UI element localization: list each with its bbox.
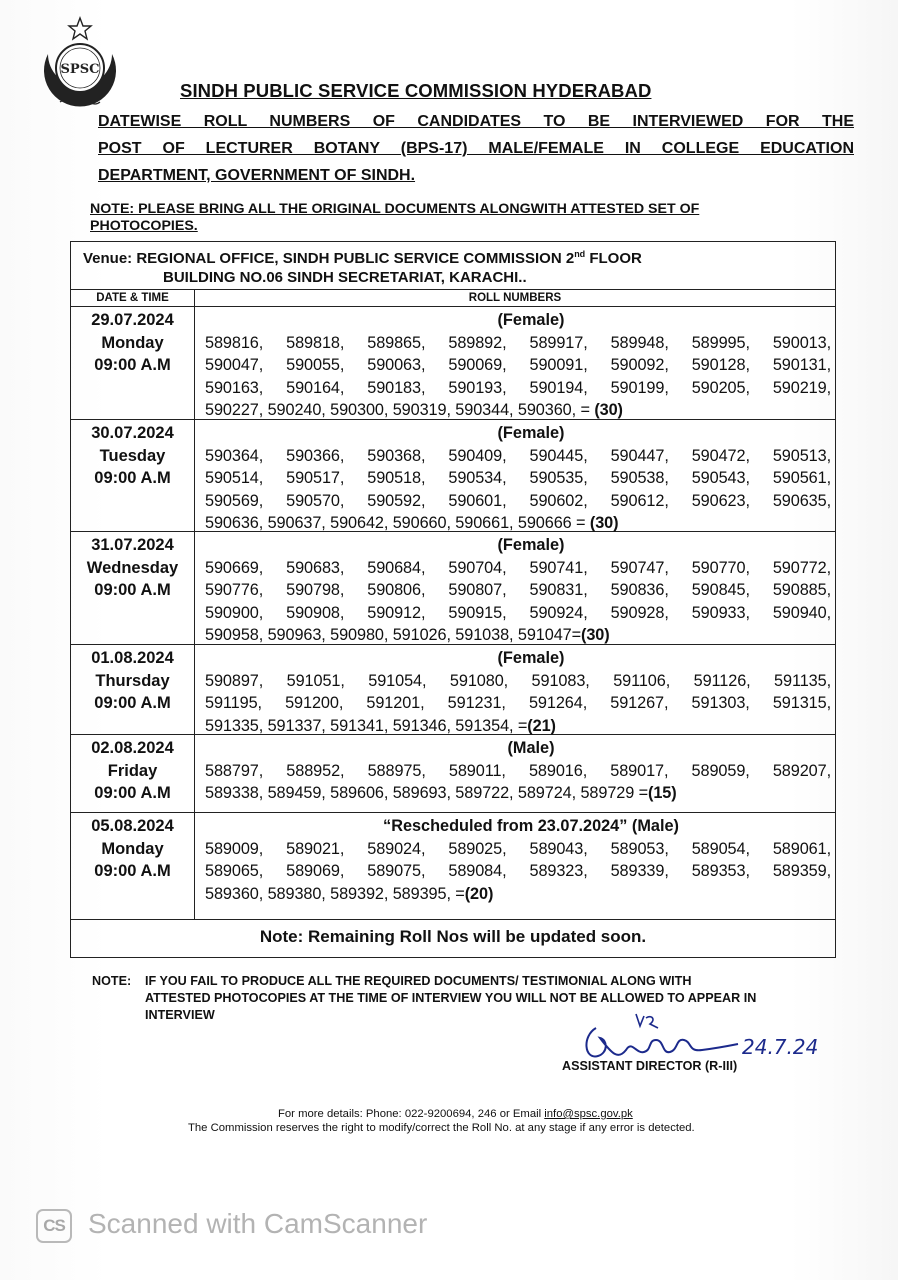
interview-time: 09:00 A.M	[94, 694, 171, 712]
gender-group-label: (Female)	[497, 649, 565, 667]
roll-numbers-line: 590897, 591051, 591054, 591080, 591083, 591106, 591126, 591135,	[205, 671, 831, 690]
contact-footer	[188, 1107, 748, 1135]
disclaimer-line: The Commission reserves the right to modify/correct the Roll No. at any stage if any error is detected.	[188, 1122, 695, 1134]
camscanner-text: Scanned with CamScanner	[88, 1208, 428, 1239]
interview-time: 09:00 A.M	[94, 784, 171, 802]
roll-numbers-text: 589360, 589380, 589392, 589395, =	[205, 884, 465, 903]
table-row	[71, 813, 835, 920]
roll-numbers-line	[205, 399, 831, 422]
subtitle-line: DATEWISE ROLL NUMBERS OF CANDIDATES TO BE INTERVIEWED FOR THE	[98, 113, 854, 130]
spsc-seal-icon	[34, 16, 126, 111]
roll-numbers-text: 589338, 589459, 589606, 589693, 589722, 589724, 589729 =	[205, 784, 649, 802]
documents-note-line: NOTE: PLEASE BRING ALL THE ORIGINAL DOCUMENTS ALONGWITH ATTESTED SET OF	[90, 201, 700, 217]
roll-numbers-text: 590958, 590963, 590980, 591026, 591038, 591047=	[205, 626, 582, 644]
venue-text: Venue: REGIONAL OFFICE, SINDH PUBLIC SERVICE COMMISSION 2	[83, 250, 575, 267]
interview-day: Friday	[107, 761, 158, 780]
remaining-roll-numbers-note: Note: Remaining Roll Nos will be updated soon.	[259, 927, 647, 946]
warning-note-line: INTERVIEW	[145, 1008, 215, 1022]
gender-group-label: (Male)	[507, 739, 555, 757]
interview-day: Thursday	[95, 671, 170, 690]
contact-line	[188, 1107, 748, 1121]
venue-line-2: BUILDING NO.06 SINDH SECRETARIAT, KARACHI..	[163, 269, 527, 286]
interview-date: 02.08.2024	[91, 739, 174, 757]
roll-numbers-line	[205, 624, 831, 647]
venue-floor: FLOOR	[585, 250, 642, 267]
camscanner-watermark	[36, 1206, 496, 1246]
roll-numbers-line: 589065, 589069, 589075, 589084, 589323, 589339, 589353, 589359,	[205, 862, 831, 880]
interview-date: 01.08.2024	[91, 649, 174, 667]
page-subtitle	[98, 108, 854, 189]
signature-date: 24.7.24	[742, 1035, 819, 1059]
date-time-cell	[71, 813, 195, 919]
gender-group-label: (Female)	[497, 311, 565, 329]
table-row	[71, 420, 835, 532]
date-time-cell	[71, 307, 195, 419]
date-time-cell	[71, 420, 195, 531]
interview-date: 31.07.2024	[91, 536, 174, 554]
candidate-count: (30)	[581, 626, 610, 644]
roll-numbers-cell	[195, 735, 835, 812]
interview-time: 09:00 A.M	[94, 862, 171, 880]
signatory-designation: ASSISTANT DIRECTOR (R-III)	[562, 1059, 738, 1073]
roll-numbers-text: 591335, 591337, 591341, 591346, 591354, =	[205, 716, 528, 735]
venue-floor-suffix: nd	[574, 249, 586, 259]
subtitle-line: POST OF LECTURER BOTANY (BPS-17) MALE/FEMALE IN COLLEGE EDUCATION	[98, 140, 854, 157]
roll-numbers-line	[205, 782, 831, 805]
camscanner-logo-icon: CS	[36, 1209, 72, 1243]
documents-note-line: PHOTOCOPIES.	[90, 218, 198, 234]
venue-line-1	[83, 250, 642, 267]
roll-numbers-line: 591195, 591200, 591201, 591231, 591264, 591267, 591303, 591315,	[205, 694, 831, 712]
roll-numbers-line: 589816, 589818, 589865, 589892, 589917, 589948, 589995, 590013,	[205, 333, 831, 352]
gender-group-label: (Female)	[497, 536, 565, 554]
warning-note-line: IF YOU FAIL TO PRODUCE ALL THE REQUIRED DOCUMENTS/ TESTIMONIAL ALONG WITH	[145, 974, 692, 988]
interview-day: Tuesday	[99, 446, 166, 465]
interview-time: 09:00 A.M	[94, 581, 171, 599]
roll-numbers-line: 590163, 590164, 590183, 590193, 590194, 590199, 590205, 590219,	[205, 378, 831, 397]
roll-numbers-text: 590227, 590240, 590300, 590319, 590344, 590360, =	[205, 401, 590, 419]
interview-date: 29.07.2024	[91, 311, 174, 329]
roll-numbers-line: 590047, 590055, 590063, 590069, 590091, 590092, 590128, 590131,	[205, 356, 831, 374]
roll-numbers-cell	[195, 420, 835, 531]
page-title: SINDH PUBLIC SERVICE COMMISSION HYDERABAD	[180, 80, 652, 101]
table-row	[71, 307, 835, 420]
interview-day: Monday	[101, 839, 164, 858]
roll-numbers-text: 590636, 590637, 590642, 590660, 590661, 590666 =	[205, 514, 586, 532]
venue-header	[71, 242, 835, 290]
roll-numbers-cell	[195, 532, 835, 644]
interview-time: 09:00 A.M	[94, 356, 171, 374]
roll-numbers-line: 590669, 590683, 590684, 590704, 590741, 590747, 590770, 590772,	[205, 558, 831, 577]
subtitle-line: DEPARTMENT, GOVERNMENT OF SINDH.	[98, 167, 416, 184]
date-time-cell	[71, 532, 195, 644]
gender-group-label: (Female)	[497, 424, 565, 442]
roll-numbers-line: 588797, 588952, 588975, 589011, 589016, 589017, 589059, 589207,	[205, 761, 831, 780]
table-row	[71, 532, 835, 645]
roll-numbers-line: 589009, 589021, 589024, 589025, 589043, 589053, 589054, 589061,	[205, 839, 831, 858]
documents-note	[90, 201, 842, 235]
gender-group-label: “Rescheduled from 23.07.2024” (Male)	[383, 817, 679, 835]
spsc-logo	[34, 16, 126, 111]
candidate-count: (30)	[589, 514, 619, 532]
date-time-cell	[71, 735, 195, 812]
interview-date: 05.08.2024	[91, 817, 174, 835]
candidate-count: (21)	[527, 716, 556, 735]
warning-note-line: ATTESTED PHOTOCOPIES AT THE TIME OF INTERVIEW YOU WILL NOT BE ALLOWED TO APPEAR IN	[145, 991, 757, 1005]
interview-date: 30.07.2024	[91, 424, 174, 442]
roll-numbers-line: 590776, 590798, 590806, 590807, 590831, 590836, 590845, 590885,	[205, 581, 831, 599]
date-time-cell	[71, 645, 195, 734]
svg-text:SPSC: SPSC	[60, 62, 100, 77]
candidate-count: (15)	[648, 784, 677, 802]
candidate-count: (30)	[594, 401, 623, 419]
interview-time: 09:00 A.M	[94, 469, 171, 487]
roll-numbers-cell	[195, 645, 835, 734]
candidate-count: (20)	[464, 884, 494, 903]
contact-phone-text: For more details: Phone: 022-9200694, 246 or Email	[278, 1108, 545, 1120]
interview-schedule-table	[70, 241, 836, 958]
roll-numbers-line	[205, 883, 831, 906]
contact-email-link[interactable]: info@spsc.gov.pk	[544, 1108, 633, 1120]
interview-day: Monday	[101, 333, 164, 352]
warning-note-label: NOTE:	[92, 974, 132, 988]
column-header-rolls: ROLL NUMBERS	[195, 290, 835, 307]
roll-numbers-line: 590900, 590908, 590912, 590915, 590924, 590928, 590933, 590940,	[205, 603, 831, 622]
roll-numbers-line: 590514, 590517, 590518, 590534, 590535, 590538, 590543, 590561,	[205, 469, 831, 487]
table-row	[71, 735, 835, 813]
table-row	[71, 645, 835, 735]
roll-numbers-line	[205, 715, 831, 738]
roll-numbers-line: 590364, 590366, 590368, 590409, 590445, 590447, 590472, 590513,	[205, 446, 831, 465]
roll-numbers-cell	[195, 813, 835, 919]
interview-day: Wednesday	[86, 558, 179, 577]
roll-numbers-line: 590569, 590570, 590592, 590601, 590602, 590612, 590623, 590635,	[205, 491, 831, 510]
column-header-date: DATE & TIME	[71, 290, 195, 307]
roll-numbers-cell	[195, 307, 835, 419]
